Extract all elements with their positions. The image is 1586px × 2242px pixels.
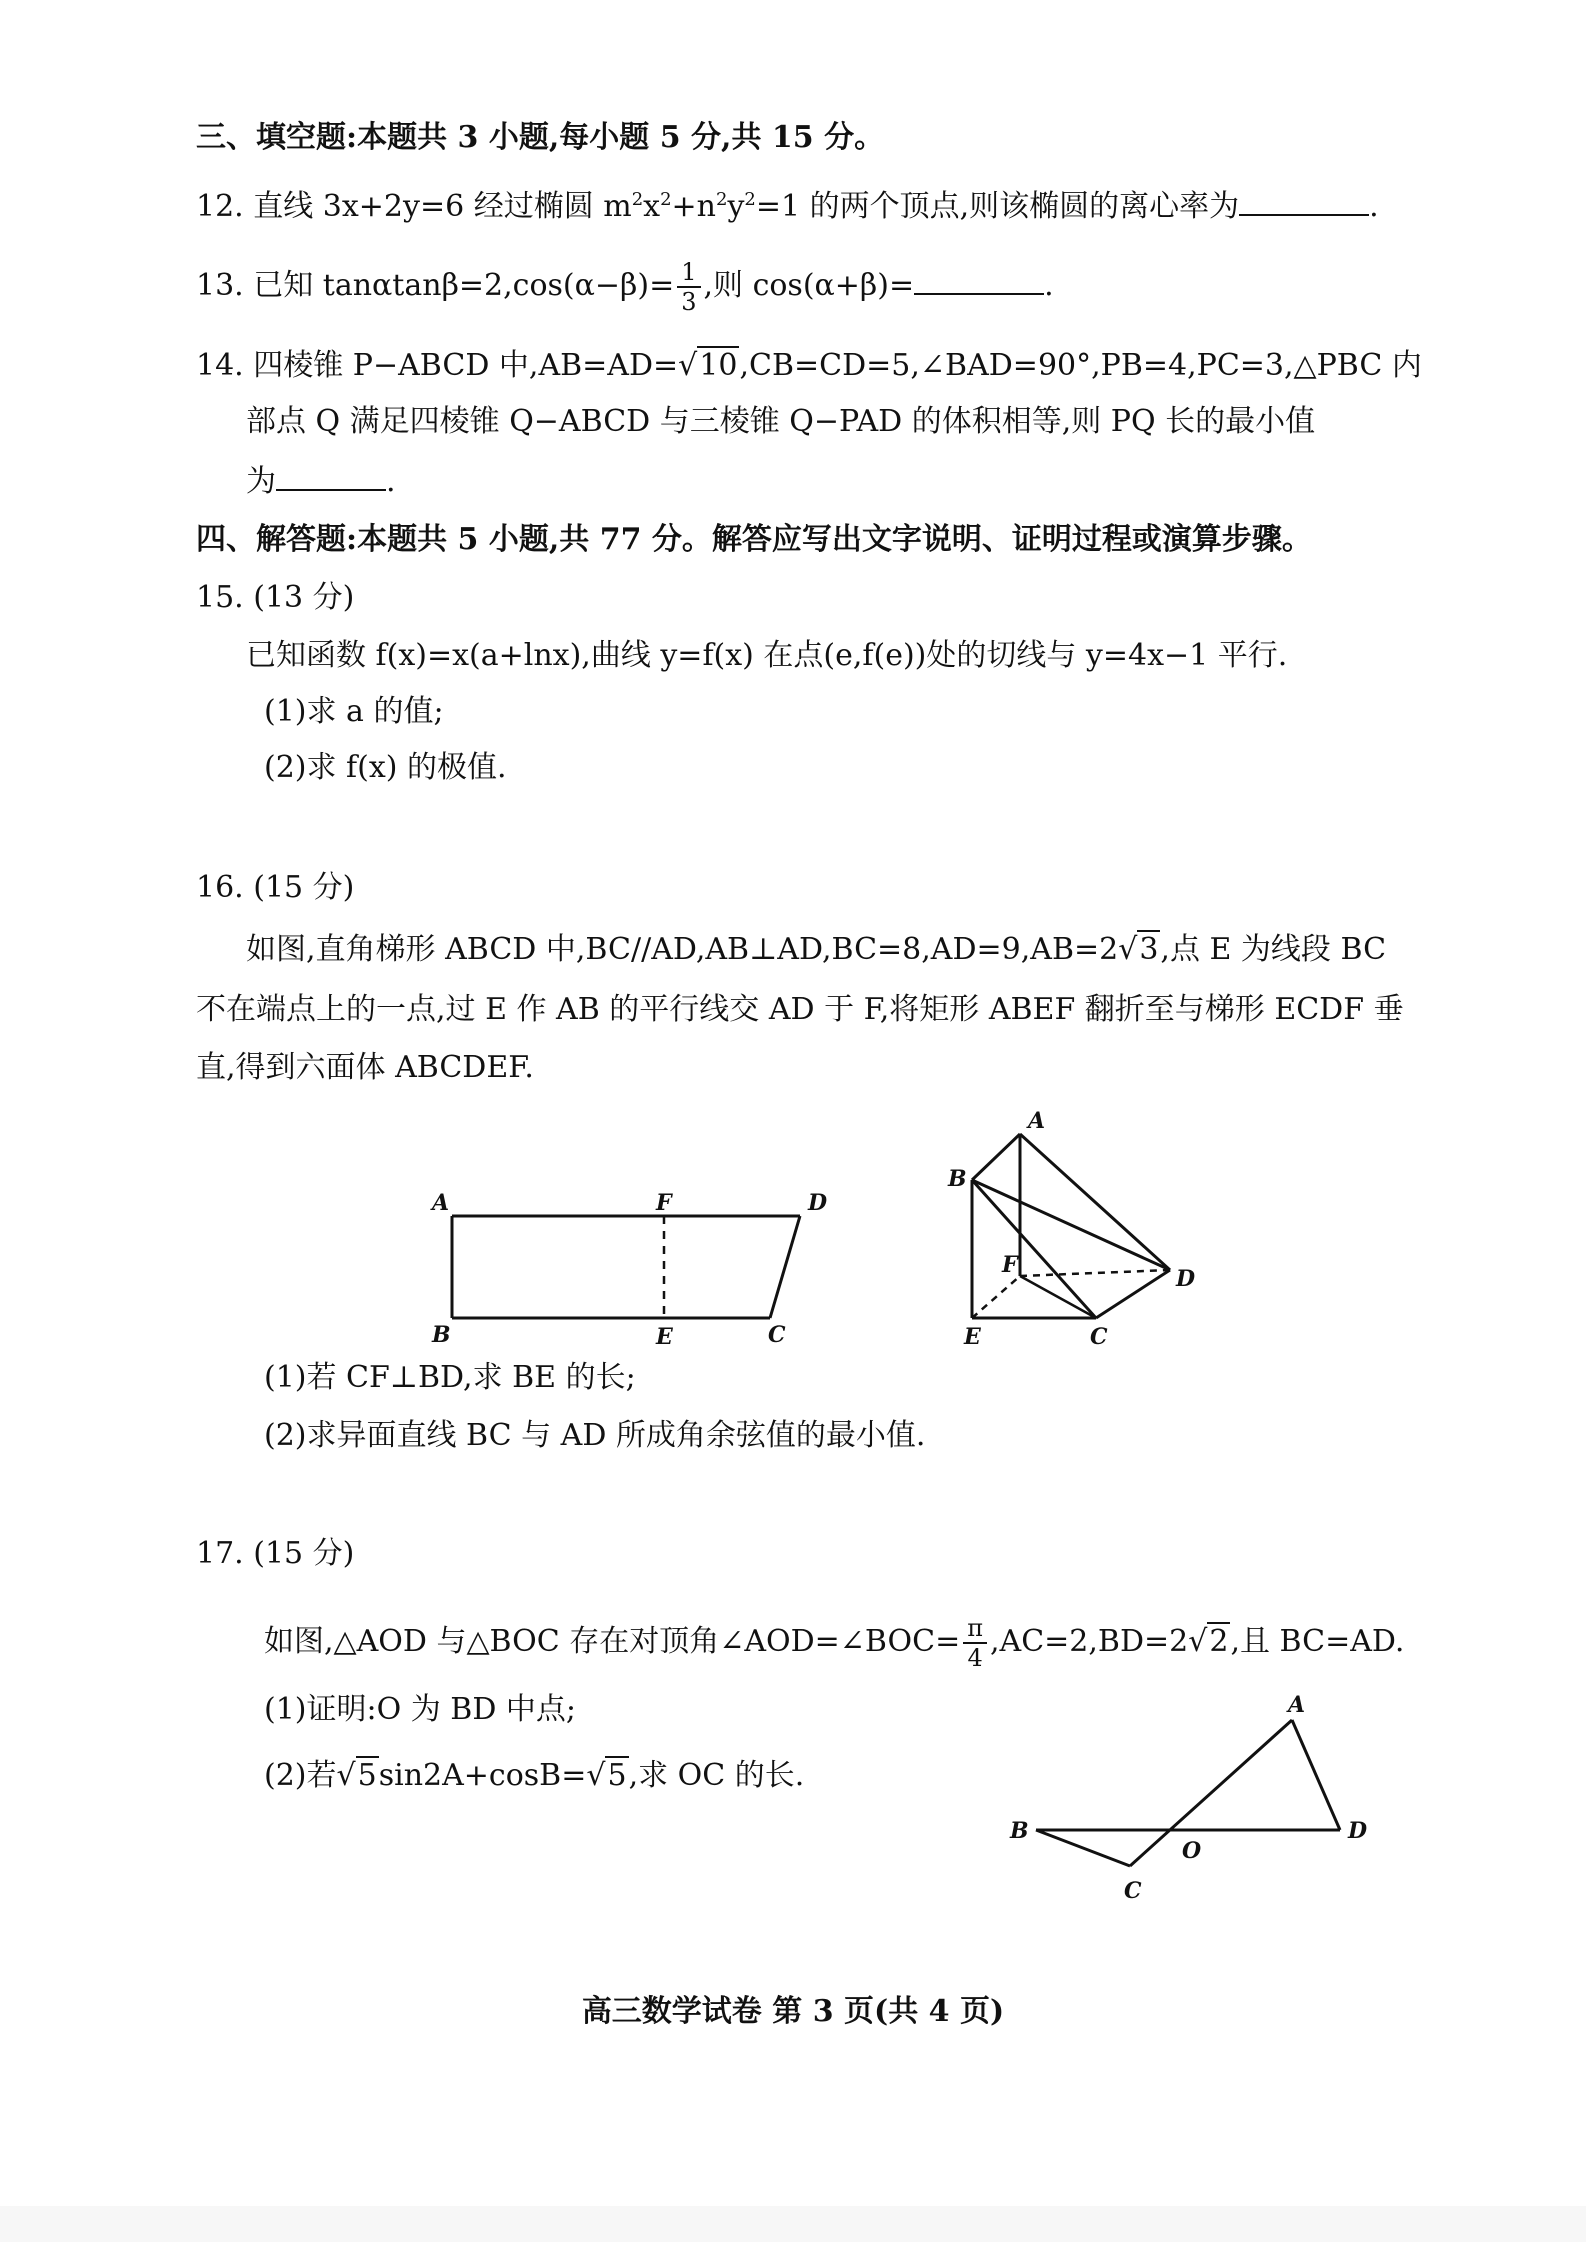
- fig1-label-F: F: [656, 1190, 672, 1216]
- q12-sup2: 2: [660, 189, 672, 210]
- q14-answer-blank[interactable]: [276, 463, 386, 491]
- q17-part2-pre: (2)若√: [264, 1758, 356, 1793]
- fig2-label-C: C: [1090, 1324, 1108, 1350]
- q16-hexahedron-figure: [940, 1090, 1200, 1350]
- q16-part2: (2)求异面直线 BC 与 AD 所成角余弦值的最小值.: [264, 1418, 926, 1453]
- edge-CD: [1096, 1270, 1170, 1318]
- fig3-label-B: B: [1010, 1818, 1029, 1844]
- edge-AD: [1020, 1134, 1170, 1270]
- fig1-label-A: A: [432, 1190, 450, 1216]
- q16-line3: 直,得到六面体 ABCDEF.: [196, 1050, 534, 1085]
- fig1-label-E: E: [656, 1324, 673, 1350]
- q13-end: .: [1044, 268, 1054, 303]
- q15-part1: (1)求 a 的值;: [264, 694, 444, 729]
- segment-FC: [1020, 1276, 1096, 1318]
- q14-radicand: 10: [699, 348, 738, 383]
- q17-radicand-2: 5: [357, 1758, 377, 1793]
- fig1-label-B: B: [432, 1322, 451, 1348]
- fig2-label-F: F: [1002, 1252, 1018, 1278]
- q17-radicand-3: 5: [607, 1758, 627, 1793]
- q14-end: .: [386, 464, 396, 499]
- q17-line1-mid: ,AC=2,BD=2√: [990, 1624, 1208, 1659]
- q16-radicand: 3: [1139, 932, 1159, 967]
- q15-title: 15. (13 分): [196, 580, 355, 615]
- bottom-margin: [0, 2206, 1586, 2242]
- q16-trapezoid-figure: [420, 1180, 840, 1350]
- q14-line3-pre: 为: [246, 464, 276, 499]
- q12-answer-blank[interactable]: [1239, 188, 1369, 216]
- fig2-label-A: A: [1028, 1108, 1046, 1134]
- q12-end: .: [1369, 189, 1379, 224]
- q17-part2: [264, 1756, 804, 1796]
- edge-BA: [972, 1134, 1020, 1180]
- fig2-label-B: B: [948, 1166, 967, 1192]
- fig2-label-D: D: [1176, 1266, 1196, 1292]
- segment-BC: [1036, 1830, 1130, 1866]
- fig3-label-C: C: [1124, 1878, 1142, 1904]
- q17-fraction: [963, 1614, 987, 1672]
- fig1-label-D: D: [808, 1190, 828, 1216]
- q17-part2-mid: sin2A+cosB=√: [378, 1758, 606, 1793]
- q12-text-post: =1 的两个顶点,则该椭圆的离心率为: [755, 189, 1240, 224]
- fig3-label-A: A: [1288, 1692, 1306, 1718]
- q13-answer-blank[interactable]: [914, 267, 1044, 295]
- page-footer: 高三数学试卷 第 3 页(共 4 页): [581, 1994, 1005, 2029]
- hidden-edge-EF: [972, 1276, 1020, 1318]
- q16-part1: (1)若 CF⊥BD,求 BE 的长;: [264, 1360, 636, 1395]
- q16-title: 16. (15 分): [196, 870, 355, 905]
- question-14-line2: 部点 Q 满足四棱锥 Q−ABCD 与三棱锥 Q−PAD 的体积相等,则 PQ 长的最小值: [246, 404, 1316, 439]
- edge-CD: [770, 1216, 800, 1318]
- q16-line1-post: ,点 E 为线段 BC: [1160, 932, 1387, 967]
- q17-part1: (1)证明:O 为 BD 中点;: [264, 1692, 577, 1727]
- hidden-edge-FD: [1020, 1270, 1170, 1276]
- q17-line1: [264, 1614, 1404, 1672]
- q12-text-mid3: y: [727, 189, 745, 224]
- q12-sup1: 2: [631, 189, 644, 210]
- q13-frac-den: 3: [681, 288, 697, 316]
- q13-text-post: ,则 cos(α+β)=: [703, 268, 915, 303]
- section-3-header: 三、填空题:本题共 3 小题,每小题 5 分,共 15 分。: [196, 120, 885, 155]
- segment-CA: [1130, 1720, 1292, 1866]
- q16-line1: [246, 930, 1386, 970]
- fig1-label-C: C: [768, 1322, 786, 1348]
- q17-radicand-1: 2: [1209, 1624, 1229, 1659]
- q15-line1: 已知函数 f(x)=x(a+lnx),曲线 y=f(x) 在点(e,f(e))处的切线与 y=4x−1 平行.: [246, 638, 1288, 673]
- question-14-line3: [246, 462, 396, 502]
- question-14-line1: [196, 346, 1422, 386]
- q12-text-pre: 12. 直线 3x+2y=6 经过椭圆 m: [196, 189, 632, 224]
- q12-text-mid2: +n: [671, 189, 716, 224]
- q17-line1-pre: 如图,△AOD 与△BOC 存在对顶角∠AOD=∠BOC=: [264, 1624, 961, 1659]
- q16-line1-pre: 如图,直角梯形 ABCD 中,BC//AD,AB⊥AD,BC=8,AD=9,AB=2√: [246, 932, 1138, 967]
- q14-line1-post: ,CB=CD=5,∠BAD=90°,PB=4,PC=3,△PBC 内: [739, 348, 1422, 383]
- q17-part2-post: ,求 OC 的长.: [628, 1758, 805, 1793]
- q12-sup4: 2: [744, 189, 756, 210]
- segment-BC: [972, 1180, 1096, 1318]
- q12-sup3: 2: [716, 189, 728, 210]
- fig3-label-O: O: [1182, 1838, 1202, 1864]
- q13-frac-num: 1: [677, 258, 700, 288]
- q13-text-pre: 13. 已知 tanαtanβ=2,cos(α−β)=: [196, 268, 675, 303]
- question-12: [196, 180, 1379, 227]
- question-13: [196, 258, 1054, 316]
- q17-triangles-figure: [1000, 1680, 1400, 1910]
- q17-title: 17. (15 分): [196, 1536, 355, 1571]
- fig2-label-E: E: [964, 1324, 981, 1350]
- q14-line1-pre: 14. 四棱锥 P−ABCD 中,AB=AD=√: [196, 348, 698, 383]
- q12-text-mid1: x: [643, 189, 661, 224]
- q15-part2: (2)求 f(x) 的极值.: [264, 750, 507, 785]
- q17-frac-den: 4: [967, 1644, 983, 1672]
- segment-AD: [1292, 1720, 1340, 1830]
- q17-line1-post: ,且 BC=AD.: [1230, 1624, 1405, 1659]
- section-4-header: 四、解答题:本题共 5 小题,共 77 分。解答应写出文字说明、证明过程或演算步骤。: [196, 522, 1312, 557]
- q13-fraction: [677, 258, 700, 316]
- fig3-label-D: D: [1348, 1818, 1368, 1844]
- q17-frac-num: π: [963, 1614, 987, 1644]
- q16-line2: 不在端点上的一点,过 E 作 AB 的平行线交 AD 于 F,将矩形 ABEF 翻折至与梯形 ECDF 垂: [196, 992, 1404, 1027]
